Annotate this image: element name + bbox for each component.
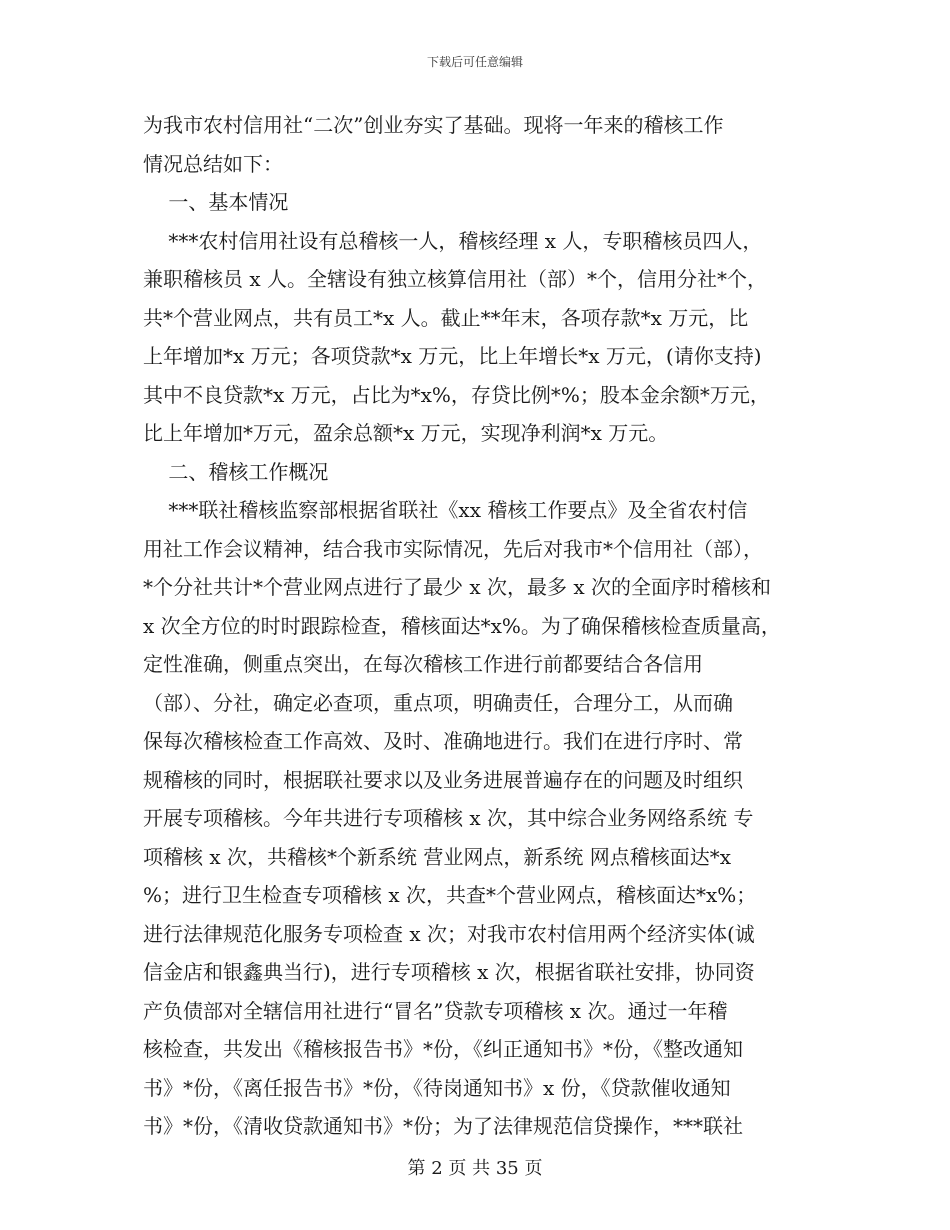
text-line: 二、稽核工作概况 bbox=[143, 459, 329, 484]
text-line: 信金店和银鑫典当行)，进行专项稽核 x 次，根据省联社安排，协同资 bbox=[143, 960, 755, 984]
text-line: %；进行卫生检查专项稽核 x 次，共查*个营业网点，稽核面达*x%； bbox=[143, 883, 757, 907]
text-line: 进行法律规范化服务专项检查 x 次；对我市农村信用两个经济实体(诚 bbox=[143, 921, 755, 946]
document-body bbox=[143, 106, 823, 1146]
text-line: *个分社共计*个营业网点进行了最少 x 次，最多 x 次的全面序时稽核和 bbox=[143, 575, 771, 599]
text-line: 保每次稽核检查工作高效、及时、准确地进行。我们在进行序时、常 bbox=[143, 729, 743, 753]
text-line: x 次全方位的时时跟踪检查，稽核面达*x%。为了确保稽核检查质量高， bbox=[143, 613, 781, 638]
page-header: 下载后可任意编辑 bbox=[426, 55, 523, 69]
text-line: 情况总结如下： bbox=[143, 151, 283, 176]
text-line: ***联社稽核监察部根据省联社《xx 稽核工作要点》及全省农村信 bbox=[143, 498, 748, 522]
text-line: 用社工作会议精神，结合我市实际情况，先后对我市*个信用社（部）， bbox=[143, 536, 763, 561]
text-line: 共*个营业网点，共有员工*x 人。截止**年末，各项存款*x 万元，比 bbox=[143, 305, 749, 330]
text-line: 其中不良贷款*x 万元，占比为*x%，存贷比例*%；股本金余额*万元， bbox=[143, 382, 770, 407]
text-line: 开展专项稽核。今年共进行专项稽核 x 次，其中综合业务网络系统 专 bbox=[143, 806, 754, 830]
text-line: 上年增加*x 万元；各项贷款*x 万元，比上年增长*x 万元，(请你支持) bbox=[143, 344, 762, 368]
text-line: ***农村信用社设有总稽核一人，稽核经理 x 人，专职稽核员四人， bbox=[143, 228, 763, 253]
text-line: 书》*份，《清收贷款通知书》*份；为了法律规范信贷操作，***联社 bbox=[143, 1114, 743, 1138]
text-line: 一、基本情况 bbox=[143, 190, 289, 214]
text-line: 为我市农村信用社“二次”创业夯实了基础。现将一年来的稽核工作 bbox=[143, 113, 724, 137]
text-line: 定性准确，侧重点突出，在每次稽核工作进行前都要结合各信用 bbox=[143, 652, 703, 676]
text-line: 规稽核的同时，根据联社要求以及业务进展普遍存在的问题及时组织 bbox=[143, 767, 743, 792]
text-line: 兼职稽核员 x 人。全辖设有独立核算信用社（部）*个，信用分社*个， bbox=[143, 267, 767, 291]
text-line: 项稽核 x 次，共稽核*个新系统 营业网点，新系统 网点稽核面达*x bbox=[143, 844, 731, 869]
text-line: 比上年增加*万元，盈余总额*x 万元，实现净利润*x 万元。 bbox=[143, 421, 669, 445]
page-footer: 第 2 页 共 35 页 bbox=[407, 1158, 543, 1179]
text-line: 产负债部对全辖信用社进行“冒名”贷款专项稽核 x 次。通过一年稽 bbox=[143, 998, 728, 1023]
text-line: 核检查，共发出《稽核报告书》*份，《纠正通知书》*份，《整改通知 bbox=[143, 1037, 743, 1061]
text-line: 书》*份，《离任报告书》*份，《待岗通知书》x 份，《贷款催收通知 bbox=[143, 1075, 731, 1100]
text-line: （部）、分社，确定必查项，重点项，明确责任，合理分工，从而确 bbox=[143, 690, 733, 715]
